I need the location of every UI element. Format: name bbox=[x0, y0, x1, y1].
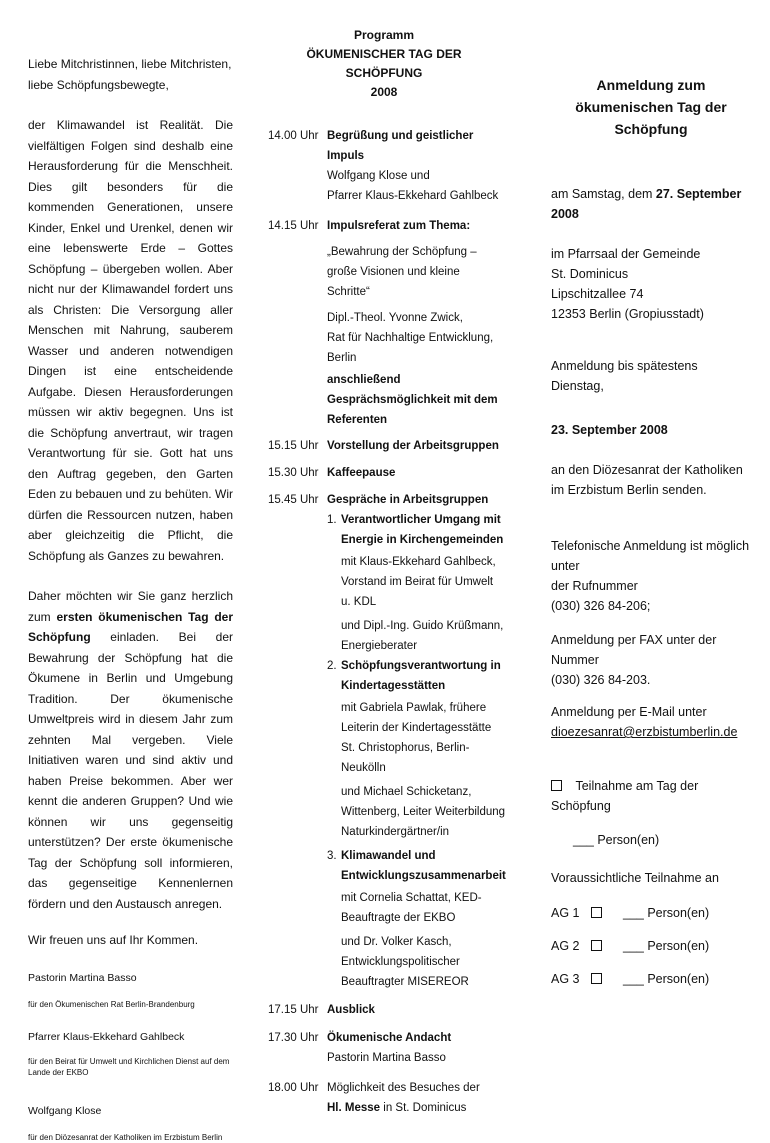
program-line: Pastorin Martina Basso bbox=[327, 1052, 446, 1064]
program-title: Impulsreferat zum Thema: bbox=[327, 220, 471, 232]
program-header bbox=[268, 26, 500, 102]
signature-1-name: Pastorin Martina Basso bbox=[28, 971, 137, 984]
workgroup-2 bbox=[327, 656, 506, 842]
workgroup-person: mit Cornelia Schattat, KED-Beauftragte der EKBO bbox=[341, 892, 482, 924]
paragraph-2-text-a: Daher möchten wir Sie ganz herzlich zum bbox=[28, 589, 233, 624]
workgroup-number: 2. bbox=[327, 660, 337, 672]
workgroup-3 bbox=[327, 846, 506, 992]
expected-label: Voraussichtliche Teilnahme an bbox=[551, 871, 719, 885]
signature-1 bbox=[28, 971, 233, 1010]
signature-3 bbox=[28, 1104, 233, 1143]
participation-persons: ___ Person(en) bbox=[573, 833, 660, 847]
program-time: 17.30 Uhr bbox=[268, 1032, 319, 1044]
phone-line: (030) 326 84-206; bbox=[551, 599, 651, 613]
workgroup-number: 3. bbox=[327, 850, 337, 862]
participation-checkbox-row bbox=[551, 776, 751, 816]
program-heading-1: Programm bbox=[353, 28, 415, 42]
workgroup-person: und Dr. Volker Kasch, Entwicklungspolitischer Beauftragter MISEREOR bbox=[341, 936, 469, 988]
ag-checkbox[interactable] bbox=[591, 907, 602, 918]
program-time: 18.00 Uhr bbox=[268, 1082, 319, 1094]
signature-3-name: Wolfgang Klose bbox=[28, 1104, 102, 1117]
email-text: Anmeldung per E-Mail unter bbox=[551, 705, 707, 719]
phone-line: der Rufnummer bbox=[551, 579, 638, 593]
workgroup-person: und Dipl.-Ing. Guido Krüßmann, Energieberater bbox=[341, 620, 504, 652]
workgroup-title: Verantwortlicher Umgang mit Energie in Kirchengemeinden bbox=[341, 514, 504, 546]
ag-checkbox[interactable] bbox=[591, 973, 602, 984]
venue-line: St. Dominicus bbox=[551, 267, 629, 281]
letter-closing: Wir freuen uns auf Ihr Kommen. bbox=[28, 933, 199, 947]
ag-persons: ___ Person(en) bbox=[623, 971, 710, 986]
program-time: 14.00 Uhr bbox=[268, 130, 319, 142]
workgroup-title: Schöpfungsverantwortung in Kindertagesstätten bbox=[341, 660, 501, 692]
greeting-line-1: Liebe Mitchristinnen, liebe Mitchristen, bbox=[28, 57, 232, 71]
deadline-text: Anmeldung bis spätestens Dienstag, bbox=[551, 359, 698, 393]
greeting bbox=[28, 54, 233, 95]
program-title: Möglichkeit des Besuches der bbox=[327, 1082, 480, 1094]
email-link[interactable]: dioezesanrat@erzbistumberlin.de bbox=[551, 725, 738, 739]
workgroup-person: mit Gabriela Pawlak, frühere Leiterin der Kindertagesstätte St. Christophorus, Berlin-Neukölln bbox=[341, 702, 492, 774]
program-item bbox=[268, 216, 500, 430]
program-tail: in St. Dominicus bbox=[380, 1102, 467, 1114]
program-item bbox=[268, 1028, 500, 1068]
phone-line: Telefonische Anmeldung ist möglich unter bbox=[551, 539, 750, 573]
program-time: 14.15 Uhr bbox=[268, 220, 319, 232]
event-date bbox=[551, 184, 751, 224]
paragraph-2-bold: ersten ökumenischen Tag der Schöpfung bbox=[28, 609, 233, 644]
greeting-line-2: liebe Schöpfungsbewegte, bbox=[28, 77, 169, 92]
registration-title: Anmeldung zum ökumenischen Tag der Schöpfung bbox=[575, 77, 727, 137]
ag-label: AG 2 bbox=[551, 938, 580, 953]
ag-persons: ___ Person(en) bbox=[623, 905, 710, 920]
program-line: „Bewahrung der Schöpfung – bbox=[327, 246, 477, 258]
program-title: Kaffeepause bbox=[327, 467, 396, 479]
venue-line: Lipschitzallee 74 bbox=[551, 287, 644, 301]
date-prefix: am Samstag, dem bbox=[551, 187, 656, 201]
program-title: Vorstellung der Arbeitsgruppen bbox=[327, 440, 499, 452]
program-column bbox=[268, 0, 506, 1118]
program-line: Wolfgang Klose und bbox=[327, 170, 430, 182]
program-line: Pfarrer Klaus-Ekkehard Gahlbeck bbox=[327, 190, 499, 202]
send-to-line: an den Diözesanrat der Katholiken bbox=[551, 463, 743, 477]
program-item bbox=[268, 490, 506, 992]
paragraph-2-text-b: einladen. Bei der Bewahrung der Schöpfung hat die Ökumene in Berlin und Umgebung Tradition. Der ökumenische Umweltpreis wird in diesem Jahr zum zehnten Mal vergeben. Viele Initiativen waren und sind aktiv und haben Preise bekommen. Aber wer kennt die anderen Gruppen? Und wie können wir uns gegenseitig unterstützen? Der erste ökumenische Tag der Schöpfung soll informieren, das gegenseitige Kennenlernen fördern und den Austausch anregen. bbox=[28, 630, 233, 911]
signature-1-org: für den Ökumenischen Rat Berlin-Brandenburg bbox=[28, 999, 195, 1009]
workgroup-person: und Michael Schicketanz, Wittenberg, Leiter Weiterbildung Naturkindergärtner/in bbox=[341, 786, 506, 838]
program-line: Rat für Nachhaltige Entwicklung, Berlin bbox=[327, 332, 494, 364]
program-item bbox=[268, 436, 500, 463]
send-to-line: im Erzbistum Berlin senden. bbox=[551, 483, 707, 497]
registration-column bbox=[551, 0, 751, 995]
venue-line: 12353 Berlin (Gropiusstadt) bbox=[551, 307, 704, 321]
program-time: 17.15 Uhr bbox=[268, 1004, 319, 1016]
program-item bbox=[268, 126, 500, 206]
program-subtitle: anschließend Gesprächsmöglichkeit mit dem Referenten bbox=[327, 374, 498, 426]
ag-row bbox=[551, 896, 751, 929]
ag-persons: ___ Person(en) bbox=[623, 938, 710, 953]
ag-row bbox=[551, 929, 751, 962]
signature-3-org: für den Diözesanrat der Katholiken im Erzbistum Berlin bbox=[28, 1132, 223, 1142]
program-heading-3: 2008 bbox=[370, 85, 398, 99]
program-heading-2: ÖKUMENISCHER TAG DER SCHÖPFUNG bbox=[306, 47, 462, 80]
program-line: große Visionen und kleine Schritte“ bbox=[327, 266, 460, 298]
participation-checkbox[interactable] bbox=[551, 780, 562, 791]
signature-2 bbox=[28, 1030, 233, 1078]
letter-column bbox=[28, 0, 233, 1143]
program-time: 15.30 Uhr bbox=[268, 467, 319, 479]
program-item bbox=[268, 463, 500, 490]
program-list bbox=[268, 126, 506, 1118]
program-bold: Hl. Messe bbox=[327, 1102, 381, 1114]
signature-2-org: für den Beirat für Umwelt und Kirchlichen Dienst auf dem Lande der EKBO bbox=[28, 1056, 230, 1077]
ag-checkbox[interactable] bbox=[591, 940, 602, 951]
workgroup-number: 1. bbox=[327, 514, 337, 526]
program-time: 15.15 Uhr bbox=[268, 440, 319, 452]
ag-label: AG 3 bbox=[551, 971, 580, 986]
program-line: Dipl.-Theol. Yvonne Zwick, bbox=[327, 312, 463, 324]
workgroup-person: mit Klaus-Ekkehard Gahlbeck, Vorstand im Beirat für Umwelt u. KDL bbox=[341, 556, 496, 608]
workgroup-title: Klimawandel und Entwicklungszusammenarbeit bbox=[341, 850, 506, 882]
fax-registration bbox=[551, 630, 751, 690]
ag-row bbox=[551, 962, 751, 995]
program-title: Ausblick bbox=[327, 1004, 375, 1016]
program-title: Begrüßung und geistlicher Impuls bbox=[327, 130, 474, 162]
venue bbox=[551, 244, 751, 324]
program-title: Ökumenische Andacht bbox=[327, 1032, 452, 1044]
ag-label: AG 1 bbox=[551, 905, 580, 920]
letter-paragraph-2 bbox=[28, 586, 233, 914]
program-time: 15.45 Uhr bbox=[268, 494, 319, 506]
venue-line: im Pfarrsaal der Gemeinde bbox=[551, 247, 701, 261]
workgroup-selection bbox=[551, 896, 751, 995]
date-bold: 27. September 2008 bbox=[551, 187, 742, 221]
program-item bbox=[268, 1078, 500, 1118]
signature-2-name: Pfarrer Klaus-Ekkehard Gahlbeck bbox=[28, 1030, 185, 1043]
fax-line: (030) 326 84-203. bbox=[551, 673, 651, 687]
program-title: Gespräche in Arbeitsgruppen bbox=[327, 494, 489, 506]
letter-paragraph-1: der Klimawandel ist Realität. Die vielfältigen Folgen sind deshalb eine Herausforderung für die Menschheit. Dies gilt besonders für die kommenden Generationen, unsere Kinder, Enkel und Urenkel, denen wir eine lebenswerte Erde – Gottes Schöpfung – übergeben wollen. Aber nicht nur der Klimawandel fordert uns als Christen: Die Versorgung aller Menschen mit Nahrung, sauberem Wasser und anderen notwendigen Dingen ist eine entscheidende Aufgabe. Diesen Herausforderungen müssen wir aktiv begegnen. Uns ist die Schöpfung anvertraut, wir tragen Verantwortung für sie. Gott hat uns den Auftrag gegeben, den Garten Eden zu bebauen und zu behüten. Wir dürfen die Ressourcen nutzen, haben aber gleichzeitig die Pflicht, die Schöpfung als Ganzes zu bewahren. bbox=[28, 118, 233, 563]
participation-label: Teilnahme am Tag der Schöpfung bbox=[551, 779, 699, 813]
workgroup-1 bbox=[327, 510, 506, 656]
send-to bbox=[551, 460, 751, 500]
email-registration bbox=[551, 702, 751, 742]
deadline-date: 23. September 2008 bbox=[551, 423, 668, 437]
phone-registration bbox=[551, 536, 751, 616]
fax-line: Anmeldung per FAX unter der Nummer bbox=[551, 633, 717, 667]
